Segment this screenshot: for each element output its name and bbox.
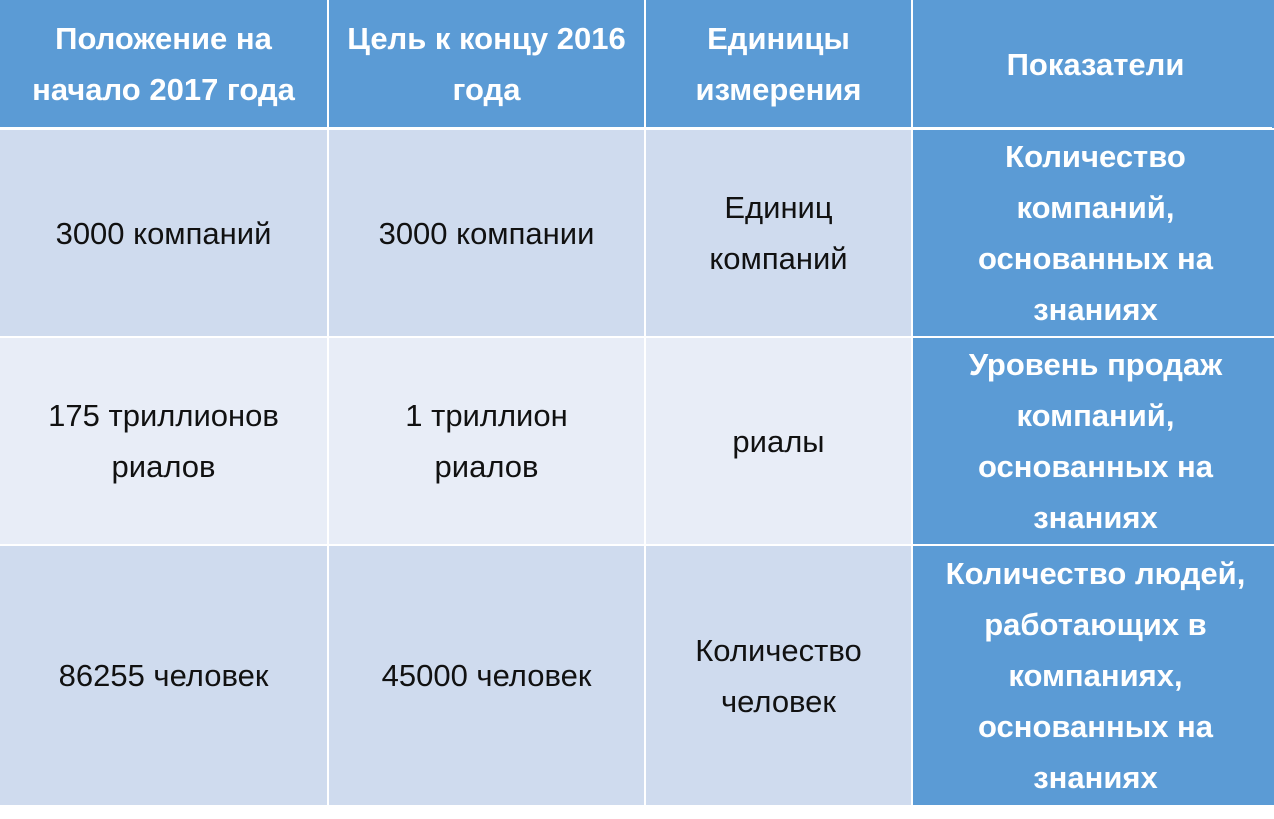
row3-position: 86255 человек <box>58 658 269 693</box>
table-cell-position <box>0 130 327 336</box>
table-cell-indicator <box>913 546 1274 805</box>
header-indicators <box>913 0 1274 128</box>
table-cell-position <box>0 338 327 544</box>
row1-units: Единиц компаний <box>709 190 848 276</box>
header-units-label: Единицы измерения <box>695 21 862 107</box>
header-target-end-2016 <box>329 0 644 128</box>
row1-indicator: Количество компаний, основанных на знаниях <box>977 139 1214 327</box>
header-target-label: Цель к концу 2016 года <box>347 21 626 107</box>
row1-target: 3000 компании <box>378 215 595 251</box>
row3-target: 45000 человек <box>381 658 592 693</box>
table-cell-units <box>646 130 911 336</box>
row2-indicator: Уровень продаж компаний, основанных на знаниях <box>968 347 1223 535</box>
table-cell-indicator <box>913 338 1274 544</box>
header-position-label: Положение на начало 2017 года <box>32 21 295 107</box>
table-cell-target <box>329 546 644 805</box>
row2-position: 175 триллионов риалов <box>48 398 279 484</box>
row1-position: 3000 компаний <box>55 215 272 251</box>
table-cell-units <box>646 338 911 544</box>
row2-target: 1 триллион риалов <box>405 398 568 484</box>
header-position-start-2017 <box>0 0 327 128</box>
row3-indicator: Количество людей, работающих в компаниях, основанных на знаниях <box>945 556 1246 795</box>
table-cell-units <box>646 546 911 805</box>
table-cell-target <box>329 130 644 336</box>
header-divider <box>0 127 1272 130</box>
row2-units: риалы <box>732 423 825 459</box>
header-indicators-label: Показатели <box>1006 46 1185 82</box>
table-cell-indicator <box>913 130 1274 336</box>
header-units <box>646 0 911 128</box>
row3-units: Количество человек <box>695 632 862 719</box>
table-cell-position <box>0 546 327 805</box>
table-cell-target <box>329 338 644 544</box>
